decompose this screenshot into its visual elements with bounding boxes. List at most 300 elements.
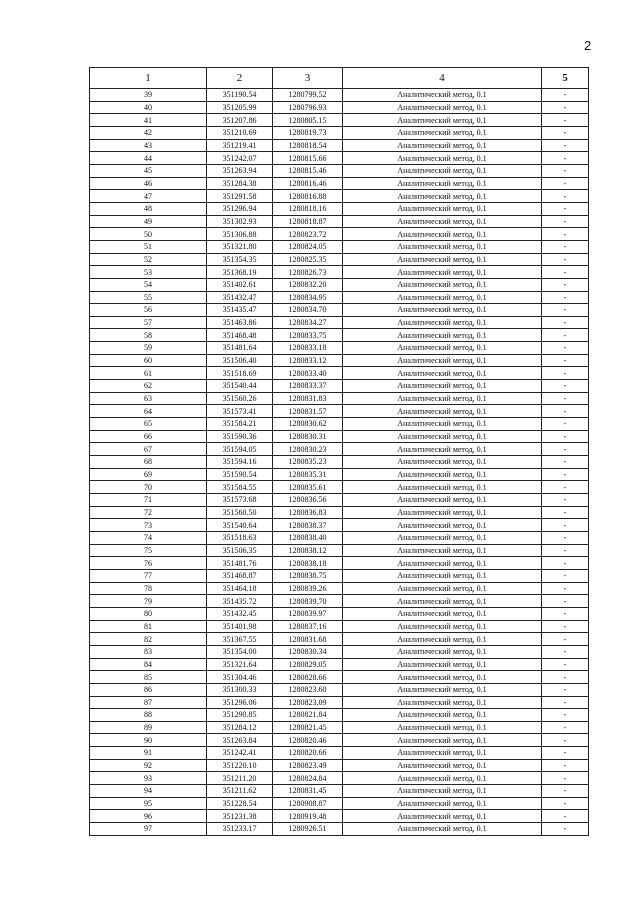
y-coordinate-cell: 1280908.87 [273,797,343,810]
method-cell: Аналитический метод, 0.1 [343,89,542,102]
x-coordinate-cell: 351321.80 [207,240,273,253]
table-row [90,354,589,367]
note-cell: - [542,671,589,684]
point-number-cell: 64 [90,405,207,418]
point-number-cell: 57 [90,316,207,329]
table-row [90,607,589,620]
y-coordinate-cell: 1280836.83 [273,506,343,519]
table-row [90,443,589,456]
y-coordinate-cell: 1280839.26 [273,582,343,595]
method-cell: Аналитический метод, 0.1 [343,240,542,253]
y-coordinate-cell: 1280824.84 [273,772,343,785]
table-row [90,202,589,215]
y-coordinate-cell: 1280829.05 [273,658,343,671]
y-coordinate-cell: 1280837.16 [273,620,343,633]
x-coordinate-cell: 351435.72 [207,595,273,608]
x-coordinate-cell: 351211.62 [207,785,273,798]
point-number-cell: 47 [90,190,207,203]
note-cell: - [542,101,589,114]
table-row [90,152,589,165]
y-coordinate-cell: 1280823.09 [273,696,343,709]
table-row [90,392,589,405]
table-row [90,215,589,228]
note-cell: - [542,569,589,582]
table-row [90,139,589,152]
note-cell: - [542,443,589,456]
note-cell: - [542,240,589,253]
y-coordinate-cell: 1280838.40 [273,531,343,544]
method-cell: Аналитический метод, 0.1 [343,202,542,215]
note-cell: - [542,430,589,443]
method-cell: Аналитический метод, 0.1 [343,797,542,810]
note-cell: - [542,164,589,177]
method-cell: Аналитический метод, 0.1 [343,101,542,114]
x-coordinate-cell: 351560.26 [207,392,273,405]
method-cell: Аналитический метод, 0.1 [343,354,542,367]
method-cell: Аналитический метод, 0.1 [343,126,542,139]
point-number-cell: 51 [90,240,207,253]
table-row [90,544,589,557]
note-cell: - [542,620,589,633]
x-coordinate-cell: 351560.50 [207,506,273,519]
column-header-2: 2 [207,68,273,89]
note-cell: - [542,696,589,709]
note-cell: - [542,645,589,658]
method-cell: Аналитический метод, 0.1 [343,253,542,266]
table-row [90,721,589,734]
table-row [90,367,589,380]
point-number-cell: 48 [90,202,207,215]
note-cell: - [542,734,589,747]
x-coordinate-cell: 351300.33 [207,683,273,696]
x-coordinate-cell: 351584.55 [207,481,273,494]
method-cell: Аналитический метод, 0.1 [343,607,542,620]
y-coordinate-cell: 1280830.23 [273,443,343,456]
note-cell: - [542,544,589,557]
method-cell: Аналитический метод, 0.1 [343,481,542,494]
table-row [90,759,589,772]
x-coordinate-cell: 351368.19 [207,266,273,279]
point-number-cell: 76 [90,557,207,570]
y-coordinate-cell: 1280815.46 [273,164,343,177]
y-coordinate-cell: 1280839.97 [273,607,343,620]
point-number-cell: 96 [90,810,207,823]
method-cell: Аналитический метод, 0.1 [343,405,542,418]
method-cell: Аналитический метод, 0.1 [343,582,542,595]
table-row [90,823,589,836]
point-number-cell: 85 [90,671,207,684]
x-coordinate-cell: 351306.88 [207,228,273,241]
method-cell: Аналитический метод, 0.1 [343,152,542,165]
note-cell: - [542,481,589,494]
note-cell: - [542,721,589,734]
column-header-3: 3 [273,68,343,89]
method-cell: Аналитический метод, 0.1 [343,494,542,507]
x-coordinate-cell: 351296.94 [207,202,273,215]
note-cell: - [542,772,589,785]
y-coordinate-cell: 1280833.75 [273,329,343,342]
point-number-cell: 95 [90,797,207,810]
table-row [90,671,589,684]
x-coordinate-cell: 351584.21 [207,418,273,431]
method-cell: Аналитический метод, 0.1 [343,278,542,291]
y-coordinate-cell: 1280834.95 [273,291,343,304]
table-row [90,101,589,114]
method-cell: Аналитический метод, 0.1 [343,709,542,722]
note-cell: - [542,456,589,469]
point-number-cell: 78 [90,582,207,595]
method-cell: Аналитический метод, 0.1 [343,266,542,279]
x-coordinate-cell: 351573.68 [207,494,273,507]
x-coordinate-cell: 351220.10 [207,759,273,772]
note-cell: - [542,683,589,696]
y-coordinate-cell: 1280926.51 [273,823,343,836]
y-coordinate-cell: 1280815.66 [273,152,343,165]
x-coordinate-cell: 351432.45 [207,607,273,620]
point-number-cell: 69 [90,468,207,481]
x-coordinate-cell: 351242.41 [207,747,273,760]
method-cell: Аналитический метод, 0.1 [343,658,542,671]
x-coordinate-cell: 351435.47 [207,304,273,317]
x-coordinate-cell: 351540.64 [207,519,273,532]
note-cell: - [542,215,589,228]
x-coordinate-cell: 351594.16 [207,456,273,469]
note-cell: - [542,380,589,393]
point-number-cell: 53 [90,266,207,279]
y-coordinate-cell: 1280823.49 [273,759,343,772]
point-number-cell: 52 [90,253,207,266]
y-coordinate-cell: 1280819.73 [273,126,343,139]
x-coordinate-cell: 351481.76 [207,557,273,570]
method-cell: Аналитический метод, 0.1 [343,721,542,734]
x-coordinate-cell: 351594.05 [207,443,273,456]
x-coordinate-cell: 351304.46 [207,671,273,684]
y-coordinate-cell: 1280835.31 [273,468,343,481]
note-cell: - [542,810,589,823]
point-number-cell: 73 [90,519,207,532]
note-cell: - [542,506,589,519]
y-coordinate-cell: 1280839.70 [273,595,343,608]
note-cell: - [542,709,589,722]
method-cell: Аналитический метод, 0.1 [343,557,542,570]
method-cell: Аналитический метод, 0.1 [343,316,542,329]
table-row [90,557,589,570]
table-row [90,304,589,317]
point-number-cell: 97 [90,823,207,836]
point-number-cell: 80 [90,607,207,620]
table-row [90,658,589,671]
point-number-cell: 88 [90,709,207,722]
y-coordinate-cell: 1280838.18 [273,557,343,570]
note-cell: - [542,759,589,772]
note-cell: - [542,354,589,367]
note-cell: - [542,595,589,608]
note-cell: - [542,658,589,671]
y-coordinate-cell: 1280816.46 [273,177,343,190]
x-coordinate-cell: 351228.54 [207,797,273,810]
y-coordinate-cell: 1280833.18 [273,342,343,355]
note-cell: - [542,785,589,798]
method-cell: Аналитический метод, 0.1 [343,164,542,177]
y-coordinate-cell: 1280820.46 [273,734,343,747]
point-number-cell: 63 [90,392,207,405]
note-cell: - [542,531,589,544]
note-cell: - [542,152,589,165]
y-coordinate-cell: 1280831.45 [273,785,343,798]
y-coordinate-cell: 1280833.40 [273,367,343,380]
note-cell: - [542,468,589,481]
method-cell: Аналитический метод, 0.1 [343,569,542,582]
table-row [90,190,589,203]
point-number-cell: 66 [90,430,207,443]
point-number-cell: 55 [90,291,207,304]
x-coordinate-cell: 351207.86 [207,114,273,127]
note-cell: - [542,405,589,418]
point-number-cell: 77 [90,569,207,582]
point-number-cell: 84 [90,658,207,671]
x-coordinate-cell: 351481.64 [207,342,273,355]
x-coordinate-cell: 351263.94 [207,164,273,177]
note-cell: - [542,304,589,317]
table-row [90,734,589,747]
table-row [90,240,589,253]
y-coordinate-cell: 1280821.84 [273,709,343,722]
x-coordinate-cell: 351590.36 [207,430,273,443]
y-coordinate-cell: 1280838.37 [273,519,343,532]
y-coordinate-cell: 1280826.73 [273,266,343,279]
method-cell: Аналитический метод, 0.1 [343,139,542,152]
y-coordinate-cell: 1280805.15 [273,114,343,127]
table-row [90,316,589,329]
note-cell: - [542,823,589,836]
method-cell: Аналитический метод, 0.1 [343,519,542,532]
y-coordinate-cell: 1280835.23 [273,456,343,469]
x-coordinate-cell: 351211.20 [207,772,273,785]
method-cell: Аналитический метод, 0.1 [343,342,542,355]
method-cell: Аналитический метод, 0.1 [343,443,542,456]
table-row [90,620,589,633]
x-coordinate-cell: 351242.07 [207,152,273,165]
table-row [90,114,589,127]
y-coordinate-cell: 1280818.54 [273,139,343,152]
y-coordinate-cell: 1280828.66 [273,671,343,684]
point-number-cell: 75 [90,544,207,557]
table-row [90,89,589,102]
note-cell: - [542,494,589,507]
point-number-cell: 56 [90,304,207,317]
point-number-cell: 91 [90,747,207,760]
method-cell: Аналитический метод, 0.1 [343,329,542,342]
method-cell: Аналитический метод, 0.1 [343,215,542,228]
method-cell: Аналитический метод, 0.1 [343,506,542,519]
x-coordinate-cell: 351210.69 [207,126,273,139]
x-coordinate-cell: 351354.35 [207,253,273,266]
point-number-cell: 92 [90,759,207,772]
point-number-cell: 70 [90,481,207,494]
note-cell: - [542,202,589,215]
table-row [90,645,589,658]
y-coordinate-cell: 1280824.05 [273,240,343,253]
note-cell: - [542,228,589,241]
note-cell: - [542,607,589,620]
note-cell: - [542,316,589,329]
y-coordinate-cell: 1280834.27 [273,316,343,329]
method-cell: Аналитический метод, 0.1 [343,531,542,544]
x-coordinate-cell: 351518.63 [207,531,273,544]
x-coordinate-cell: 351290.85 [207,709,273,722]
table-row [90,278,589,291]
note-cell: - [542,278,589,291]
x-coordinate-cell: 351468.48 [207,329,273,342]
point-number-cell: 44 [90,152,207,165]
table-row [90,494,589,507]
column-header-5: 5 [542,68,589,89]
x-coordinate-cell: 351401.98 [207,620,273,633]
x-coordinate-cell: 351284.38 [207,177,273,190]
x-coordinate-cell: 351367.55 [207,633,273,646]
note-cell: - [542,266,589,279]
note-cell: - [542,633,589,646]
x-coordinate-cell: 351296.06 [207,696,273,709]
y-coordinate-cell: 1280834.70 [273,304,343,317]
method-cell: Аналитический метод, 0.1 [343,228,542,241]
table-header-row [90,68,589,89]
table-row [90,633,589,646]
method-cell: Аналитический метод, 0.1 [343,671,542,684]
point-number-cell: 86 [90,683,207,696]
table-row [90,683,589,696]
y-coordinate-cell: 1280835.61 [273,481,343,494]
note-cell: - [542,89,589,102]
table-row [90,380,589,393]
y-coordinate-cell: 1280832.20 [273,278,343,291]
y-coordinate-cell: 1280833.12 [273,354,343,367]
point-number-cell: 94 [90,785,207,798]
y-coordinate-cell: 1280830.34 [273,645,343,658]
point-number-cell: 71 [90,494,207,507]
note-cell: - [542,418,589,431]
y-coordinate-cell: 1280830.31 [273,430,343,443]
point-number-cell: 68 [90,456,207,469]
point-number-cell: 61 [90,367,207,380]
x-coordinate-cell: 351321.64 [207,658,273,671]
table-row [90,253,589,266]
point-number-cell: 67 [90,443,207,456]
x-coordinate-cell: 351518.69 [207,367,273,380]
method-cell: Аналитический метод, 0.1 [343,620,542,633]
point-number-cell: 42 [90,126,207,139]
point-number-cell: 58 [90,329,207,342]
x-coordinate-cell: 351463.86 [207,316,273,329]
note-cell: - [542,139,589,152]
table-row [90,810,589,823]
method-cell: Аналитический метод, 0.1 [343,430,542,443]
y-coordinate-cell: 1280825.35 [273,253,343,266]
note-cell: - [542,291,589,304]
method-cell: Аналитический метод, 0.1 [343,392,542,405]
y-coordinate-cell: 1280831.68 [273,633,343,646]
note-cell: - [542,519,589,532]
x-coordinate-cell: 351231.38 [207,810,273,823]
method-cell: Аналитический метод, 0.1 [343,544,542,557]
table-row [90,418,589,431]
x-coordinate-cell: 351205.99 [207,101,273,114]
table-row [90,481,589,494]
column-header-4: 4 [343,68,542,89]
table-row [90,772,589,785]
x-coordinate-cell: 351263.84 [207,734,273,747]
table-row [90,582,589,595]
x-coordinate-cell: 351402.61 [207,278,273,291]
method-cell: Аналитический метод, 0.1 [343,190,542,203]
note-cell: - [542,253,589,266]
note-cell: - [542,126,589,139]
note-cell: - [542,747,589,760]
method-cell: Аналитический метод, 0.1 [343,595,542,608]
x-coordinate-cell: 351284.12 [207,721,273,734]
note-cell: - [542,582,589,595]
method-cell: Аналитический метод, 0.1 [343,785,542,798]
point-number-cell: 65 [90,418,207,431]
y-coordinate-cell: 1280831.57 [273,405,343,418]
x-coordinate-cell: 351540.44 [207,380,273,393]
method-cell: Аналитический метод, 0.1 [343,456,542,469]
y-coordinate-cell: 1280818.16 [273,202,343,215]
point-number-cell: 81 [90,620,207,633]
table-row [90,785,589,798]
table-row [90,342,589,355]
note-cell: - [542,557,589,570]
table-row [90,266,589,279]
y-coordinate-cell: 1280821.45 [273,721,343,734]
table-body [90,89,589,836]
method-cell: Аналитический метод, 0.1 [343,468,542,481]
table-row [90,519,589,532]
y-coordinate-cell: 1280838.75 [273,569,343,582]
x-coordinate-cell: 351590.54 [207,468,273,481]
table-row [90,329,589,342]
point-number-cell: 87 [90,696,207,709]
table-row [90,797,589,810]
method-cell: Аналитический метод, 0.1 [343,645,542,658]
method-cell: Аналитический метод, 0.1 [343,291,542,304]
point-number-cell: 40 [90,101,207,114]
method-cell: Аналитический метод, 0.1 [343,114,542,127]
note-cell: - [542,342,589,355]
table-row [90,531,589,544]
point-number-cell: 62 [90,380,207,393]
x-coordinate-cell: 351233.17 [207,823,273,836]
method-cell: Аналитический метод, 0.1 [343,734,542,747]
x-coordinate-cell: 351464.18 [207,582,273,595]
table-row [90,747,589,760]
table-row [90,177,589,190]
x-coordinate-cell: 351432.47 [207,291,273,304]
method-cell: Аналитический метод, 0.1 [343,683,542,696]
y-coordinate-cell: 1280820.66 [273,747,343,760]
method-cell: Аналитический метод, 0.1 [343,633,542,646]
point-number-cell: 79 [90,595,207,608]
method-cell: Аналитический метод, 0.1 [343,696,542,709]
method-cell: Аналитический метод, 0.1 [343,418,542,431]
method-cell: Аналитический метод, 0.1 [343,759,542,772]
y-coordinate-cell: 1280838.12 [273,544,343,557]
point-number-cell: 93 [90,772,207,785]
x-coordinate-cell: 351506.40 [207,354,273,367]
table-row [90,595,589,608]
point-number-cell: 45 [90,164,207,177]
y-coordinate-cell: 1280836.56 [273,494,343,507]
